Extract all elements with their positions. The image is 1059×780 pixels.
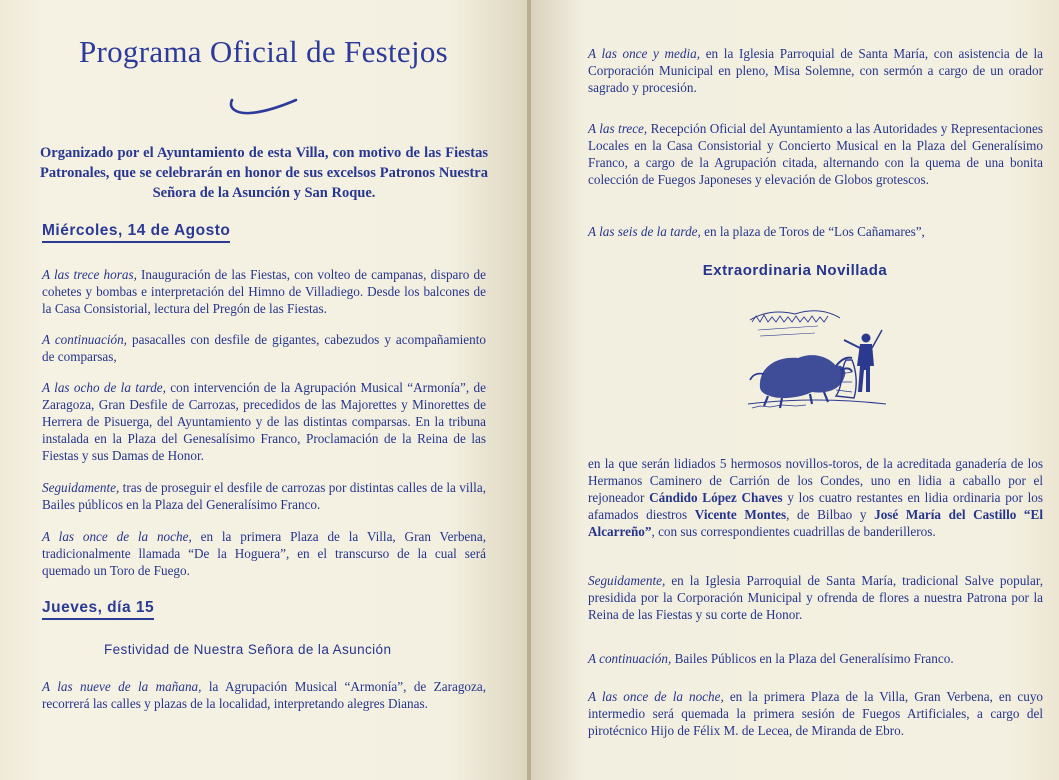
- event-paragraph: [42, 528, 486, 579]
- novillada-text: , de Bilbao y: [786, 507, 875, 522]
- festivity-subheading: Festividad de Nuestra Señora de la Asunción: [104, 642, 392, 657]
- event-text: tras de proseguir el desfile de carrozas por distintas calles de la villa, Bailes públicos en la Plaza del Generalísimo Franco.: [42, 480, 486, 512]
- novillada-paragraph: [588, 455, 1043, 540]
- rejoneador-name: Cándido López Chaves: [649, 490, 783, 505]
- event-time: Seguidamente,: [42, 480, 120, 495]
- event-paragraph: [588, 650, 1043, 667]
- event-paragraph: [588, 688, 1043, 739]
- event-time: A las nueve de la mañana,: [42, 679, 202, 694]
- bullfight-illustration-icon: [740, 300, 890, 412]
- event-paragraph: [42, 678, 486, 712]
- event-paragraph: [42, 379, 486, 464]
- event-paragraph: [588, 223, 1043, 240]
- event-text: Bailes Públicos en la Plaza del Generalísimo Franco.: [671, 651, 954, 666]
- event-time: A continuación,: [42, 332, 127, 347]
- day-heading-miercoles: Miércoles, 14 de Agosto: [42, 222, 230, 243]
- event-text: en la plaza de Toros de “Los Cañamares”,: [700, 224, 925, 239]
- event-paragraph: [42, 331, 486, 365]
- event-text: en la Iglesia Parroquial de Santa María, con asistencia de la Corporación Municipal en pleno, Misa Solemne, con sermón a cargo de un orador sagrado y procesión.: [588, 46, 1043, 95]
- event-paragraph: [588, 45, 1043, 96]
- event-paragraph: [588, 572, 1043, 623]
- event-time: A las once de la noche,: [42, 529, 192, 544]
- day-heading-jueves: Jueves, día 15: [42, 599, 154, 620]
- diestro-name: Vicente Montes: [694, 507, 787, 522]
- event-paragraph: [42, 266, 486, 317]
- flourish-icon: [226, 94, 300, 120]
- event-time: A continuación,: [588, 651, 672, 666]
- event-text: en la primera Plaza de la Villa, Gran Verbena, tradicionalmente llamada “De la Hoguera”, en el transcurso de la cual será quemado un Toro de Fuego.: [42, 529, 487, 578]
- event-text: Inauguración de las Fiestas, con volteo de campanas, disparo de cohetes y bombas e interpretación del Himno de Villadiego. Desde los balcones de la Casa Consistorial, lectura del Pregón de las Fiestas.: [42, 267, 486, 316]
- event-text: con intervención de la Agrupación Musical “Armonía”, de Zaragoza, Gran Desfile de Carrozas, precedidos de las Majorettes y Minorettes de Herrera de Pisuerga, del Ayuntamiento y de las distintas comparsas. En la tribuna instalada en la Plaza del Genesalísimo Franco, Proclamación de la Reina de las Fiestas y sus Damas de Honor.: [42, 380, 486, 463]
- event-text: pasacalles con desfile de gigantes, cabezudos y acompañamiento de comparsas,: [42, 332, 486, 364]
- event-paragraph: [588, 120, 1043, 188]
- event-time: A las once de la noche,: [588, 689, 724, 704]
- event-time: Seguidamente,: [588, 573, 666, 588]
- novillada-text: en la que serán lidiados 5 hermosos novillos-toros, de la acreditada ganadería de los Hermanos Caminero de Carrión de los Condes, uno en lidia a caballo por el rejoneador: [588, 456, 1043, 505]
- event-time: A las seis de la tarde,: [588, 224, 701, 239]
- event-paragraph: [42, 479, 486, 513]
- event-time: A las trece,: [588, 121, 648, 136]
- event-text: en la primera Plaza de la Villa, Gran Verbena, en cuyo intermedio será quemada la primera sesión de Fuegos Artificiales, a cargo del pirotécnico Hijo de Félix M. de Lecea, de Miranda de Ebro.: [588, 689, 1044, 738]
- event-text: la Agrupación Musical “Armonía”, de Zaragoza, recorrerá las calles y plazas de la localidad, interpretando alegres Dianas.: [42, 679, 487, 711]
- novillada-text: y los cuatro restantes en lidia ordinaria por los afamados diestros: [588, 490, 1043, 522]
- diestro-name: José María del Castillo “El Alcarreño”: [588, 507, 1043, 539]
- novillada-text: , con sus correspondientes cuadrillas de banderilleros.: [651, 524, 936, 539]
- event-time: A las ocho de la tarde,: [42, 380, 166, 395]
- event-text: en la Iglesia Parroquial de Santa María, tradicional Salve popular, presidida por la Corporación Municipal y ofrenda de flores a nuestra Patrona por la Reina de las Fiestas y su corte de Honor.: [588, 573, 1043, 622]
- intro-paragraph: Organizado por el Ayuntamiento de esta Villa, con motivo de las Fiestas Patronales, que se celebrarán en honor de sus excelsos Patronos Nuestra Señora de la Asunción y San Roque.: [40, 145, 488, 201]
- novillada-heading: Extraordinaria Novillada: [702, 262, 888, 279]
- event-time: A las trece horas,: [42, 267, 137, 282]
- page-title: Programa Oficial de Festejos: [78, 34, 449, 69]
- event-text: Recepción Oficial del Ayuntamiento a las Autoridades y Representaciones Locales en la Casa Consistorial y Concierto Musical en la Plaza del Generalísimo Franco, a cargo de la Agrupación citada, alternando con la quema de una bonita colección de Fuegos Japoneses y elevación de Globos grotescos.: [588, 121, 1043, 187]
- event-time: A las once y media,: [588, 46, 701, 61]
